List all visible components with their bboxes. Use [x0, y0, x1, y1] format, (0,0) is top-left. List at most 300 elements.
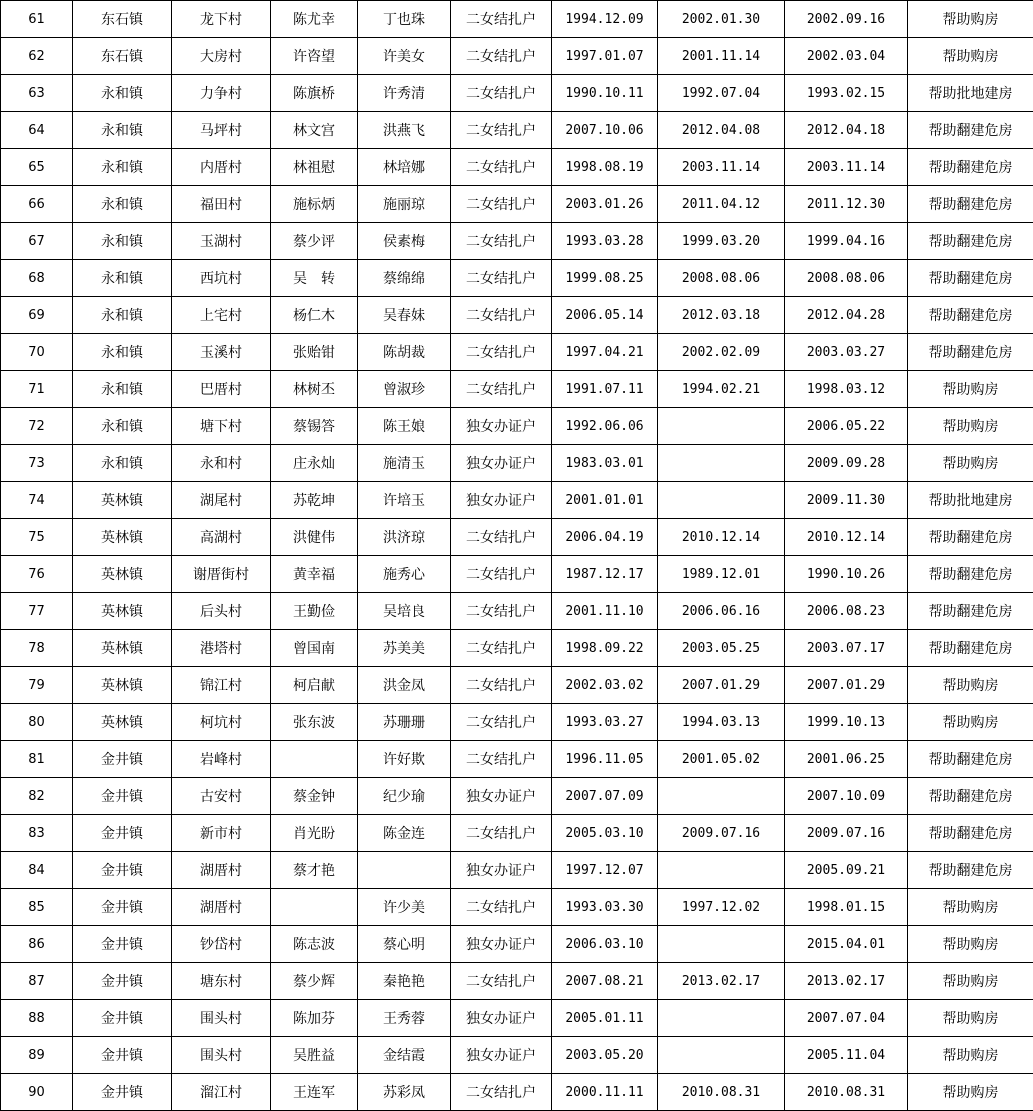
record-date-cell: 2012.04.18	[785, 112, 908, 149]
table-row	[1, 223, 1033, 260]
village-cell: 内厝村	[172, 149, 271, 186]
household-type-cell: 二女结扎户	[451, 1, 552, 38]
household-type-cell: 独女办证户	[451, 1037, 552, 1074]
town-cell: 永和镇	[73, 186, 172, 223]
assistance-type-cell: 帮助翻建危房	[908, 223, 1033, 260]
record-date-cell: 1998.01.15	[785, 889, 908, 926]
husband-name-cell: 王连军	[271, 1074, 358, 1111]
wife-name-cell: 丁也珠	[358, 1, 451, 38]
husband-name-cell: 蔡锡答	[271, 408, 358, 445]
record-date-cell: 2011.12.30	[785, 186, 908, 223]
town-cell: 永和镇	[73, 75, 172, 112]
town-cell: 英林镇	[73, 704, 172, 741]
husband-name-cell: 肖光盼	[271, 815, 358, 852]
birth-date-cell: 1991.07.11	[552, 371, 658, 408]
village-cell: 岩峰村	[172, 741, 271, 778]
town-cell: 英林镇	[73, 667, 172, 704]
wife-name-cell: 洪济琼	[358, 519, 451, 556]
record-date-cell: 2002.09.16	[785, 1, 908, 38]
town-cell: 永和镇	[73, 149, 172, 186]
procedure-date-cell	[658, 445, 785, 482]
village-cell: 围头村	[172, 1037, 271, 1074]
procedure-date-cell	[658, 408, 785, 445]
husband-name-cell: 蔡少评	[271, 223, 358, 260]
table-row	[1, 963, 1033, 1000]
table-row	[1, 334, 1033, 371]
birth-date-cell: 1999.08.25	[552, 260, 658, 297]
town-cell: 英林镇	[73, 482, 172, 519]
row-number-cell: 73	[1, 445, 73, 482]
town-cell: 永和镇	[73, 223, 172, 260]
row-number-cell: 70	[1, 334, 73, 371]
birth-date-cell: 1993.03.30	[552, 889, 658, 926]
wife-name-cell: 许少美	[358, 889, 451, 926]
procedure-date-cell: 2010.08.31	[658, 1074, 785, 1111]
household-type-cell: 独女办证户	[451, 445, 552, 482]
procedure-date-cell	[658, 482, 785, 519]
town-cell: 英林镇	[73, 519, 172, 556]
husband-name-cell	[271, 741, 358, 778]
procedure-date-cell: 2010.12.14	[658, 519, 785, 556]
record-date-cell: 1998.03.12	[785, 371, 908, 408]
table-body	[1, 1, 1033, 1111]
table-row	[1, 260, 1033, 297]
wife-name-cell: 苏美美	[358, 630, 451, 667]
row-number-cell: 66	[1, 186, 73, 223]
assistance-type-cell: 帮助购房	[908, 1037, 1033, 1074]
row-number-cell: 86	[1, 926, 73, 963]
household-type-cell: 二女结扎户	[451, 260, 552, 297]
table-row	[1, 186, 1033, 223]
town-cell: 东石镇	[73, 1, 172, 38]
husband-name-cell: 蔡少辉	[271, 963, 358, 1000]
birth-date-cell: 2006.04.19	[552, 519, 658, 556]
village-cell: 谢厝街村	[172, 556, 271, 593]
wife-name-cell: 侯素梅	[358, 223, 451, 260]
town-cell: 东石镇	[73, 38, 172, 75]
table-row	[1, 630, 1033, 667]
birth-date-cell: 1993.03.27	[552, 704, 658, 741]
birth-date-cell: 2003.01.26	[552, 186, 658, 223]
assistance-type-cell: 帮助购房	[908, 445, 1033, 482]
husband-name-cell: 曾国南	[271, 630, 358, 667]
row-number-cell: 63	[1, 75, 73, 112]
husband-name-cell: 蔡才艳	[271, 852, 358, 889]
table-row	[1, 112, 1033, 149]
village-cell: 港塔村	[172, 630, 271, 667]
table-row	[1, 38, 1033, 75]
record-date-cell: 1999.10.13	[785, 704, 908, 741]
table-row	[1, 445, 1033, 482]
village-cell: 湖尾村	[172, 482, 271, 519]
birth-date-cell: 2005.01.11	[552, 1000, 658, 1037]
village-cell: 柯坑村	[172, 704, 271, 741]
birth-date-cell: 1998.09.22	[552, 630, 658, 667]
husband-name-cell: 黄幸福	[271, 556, 358, 593]
village-cell: 钞岱村	[172, 926, 271, 963]
procedure-date-cell	[658, 778, 785, 815]
record-date-cell: 2015.04.01	[785, 926, 908, 963]
procedure-date-cell: 2002.01.30	[658, 1, 785, 38]
row-number-cell: 82	[1, 778, 73, 815]
table-row	[1, 778, 1033, 815]
row-number-cell: 85	[1, 889, 73, 926]
village-cell: 围头村	[172, 1000, 271, 1037]
birth-date-cell: 2007.08.21	[552, 963, 658, 1000]
husband-name-cell: 林文宫	[271, 112, 358, 149]
wife-name-cell: 陈金连	[358, 815, 451, 852]
table-row	[1, 1, 1033, 38]
wife-name-cell: 林培娜	[358, 149, 451, 186]
town-cell: 金井镇	[73, 852, 172, 889]
record-date-cell: 2009.11.30	[785, 482, 908, 519]
household-type-cell: 二女结扎户	[451, 963, 552, 1000]
wife-name-cell: 许好欺	[358, 741, 451, 778]
row-number-cell: 77	[1, 593, 73, 630]
row-number-cell: 76	[1, 556, 73, 593]
record-date-cell: 1993.02.15	[785, 75, 908, 112]
husband-name-cell: 柯启献	[271, 667, 358, 704]
wife-name-cell: 施丽琼	[358, 186, 451, 223]
table-row	[1, 482, 1033, 519]
household-type-cell: 二女结扎户	[451, 334, 552, 371]
husband-name-cell: 张贻钳	[271, 334, 358, 371]
household-type-cell: 独女办证户	[451, 926, 552, 963]
record-date-cell: 2007.10.09	[785, 778, 908, 815]
village-cell: 后头村	[172, 593, 271, 630]
village-cell: 湖厝村	[172, 889, 271, 926]
record-date-cell: 2008.08.06	[785, 260, 908, 297]
record-date-cell: 2007.01.29	[785, 667, 908, 704]
household-type-cell: 独女办证户	[451, 408, 552, 445]
husband-name-cell: 苏乾坤	[271, 482, 358, 519]
record-date-cell: 2012.04.28	[785, 297, 908, 334]
assistance-type-cell: 帮助批地建房	[908, 75, 1033, 112]
assistance-type-cell: 帮助翻建危房	[908, 186, 1033, 223]
table-row	[1, 75, 1033, 112]
wife-name-cell: 洪燕飞	[358, 112, 451, 149]
wife-name-cell: 曾淑珍	[358, 371, 451, 408]
row-number-cell: 61	[1, 1, 73, 38]
birth-date-cell: 1997.12.07	[552, 852, 658, 889]
village-cell: 大房村	[172, 38, 271, 75]
table-row	[1, 1037, 1033, 1074]
husband-name-cell: 吴胜益	[271, 1037, 358, 1074]
procedure-date-cell: 2012.03.18	[658, 297, 785, 334]
husband-name-cell: 洪健伟	[271, 519, 358, 556]
birth-date-cell: 2000.11.11	[552, 1074, 658, 1111]
procedure-date-cell: 1999.03.20	[658, 223, 785, 260]
record-date-cell: 2010.12.14	[785, 519, 908, 556]
row-number-cell: 74	[1, 482, 73, 519]
table-row	[1, 741, 1033, 778]
procedure-date-cell: 2006.06.16	[658, 593, 785, 630]
procedure-date-cell: 1994.02.21	[658, 371, 785, 408]
household-type-cell: 二女结扎户	[451, 630, 552, 667]
row-number-cell: 65	[1, 149, 73, 186]
husband-name-cell: 施标炳	[271, 186, 358, 223]
table-row	[1, 371, 1033, 408]
birth-date-cell: 1996.11.05	[552, 741, 658, 778]
household-type-cell: 二女结扎户	[451, 112, 552, 149]
husband-name-cell: 王勤俭	[271, 593, 358, 630]
assistance-type-cell: 帮助翻建危房	[908, 556, 1033, 593]
household-type-cell: 二女结扎户	[451, 889, 552, 926]
record-date-cell: 1990.10.26	[785, 556, 908, 593]
household-type-cell: 二女结扎户	[451, 1074, 552, 1111]
birth-date-cell: 2006.05.14	[552, 297, 658, 334]
husband-name-cell: 许咨望	[271, 38, 358, 75]
procedure-date-cell: 2001.11.14	[658, 38, 785, 75]
village-cell: 塘下村	[172, 408, 271, 445]
wife-name-cell: 苏珊珊	[358, 704, 451, 741]
wife-name-cell: 陈胡裁	[358, 334, 451, 371]
record-date-cell: 2003.07.17	[785, 630, 908, 667]
procedure-date-cell: 2009.07.16	[658, 815, 785, 852]
row-number-cell: 68	[1, 260, 73, 297]
assistance-type-cell: 帮助购房	[908, 371, 1033, 408]
assistance-type-cell: 帮助购房	[908, 38, 1033, 75]
town-cell: 永和镇	[73, 371, 172, 408]
record-date-cell: 2010.08.31	[785, 1074, 908, 1111]
procedure-date-cell: 2003.05.25	[658, 630, 785, 667]
wife-name-cell: 蔡心明	[358, 926, 451, 963]
assistance-type-cell: 帮助购房	[908, 1000, 1033, 1037]
procedure-date-cell	[658, 1000, 785, 1037]
row-number-cell: 72	[1, 408, 73, 445]
procedure-date-cell: 1997.12.02	[658, 889, 785, 926]
village-cell: 锦江村	[172, 667, 271, 704]
husband-name-cell: 吴 转	[271, 260, 358, 297]
household-type-cell: 二女结扎户	[451, 75, 552, 112]
assistance-type-cell: 帮助翻建危房	[908, 630, 1033, 667]
birth-date-cell: 2007.07.09	[552, 778, 658, 815]
assistance-type-cell: 帮助翻建危房	[908, 852, 1033, 889]
wife-name-cell: 吴春妹	[358, 297, 451, 334]
husband-name-cell: 张东波	[271, 704, 358, 741]
procedure-date-cell: 1989.12.01	[658, 556, 785, 593]
birth-date-cell: 2001.01.01	[552, 482, 658, 519]
assistance-type-cell: 帮助购房	[908, 926, 1033, 963]
village-cell: 福田村	[172, 186, 271, 223]
town-cell: 永和镇	[73, 334, 172, 371]
row-number-cell: 79	[1, 667, 73, 704]
row-number-cell: 88	[1, 1000, 73, 1037]
household-type-cell: 独女办证户	[451, 482, 552, 519]
household-type-cell: 二女结扎户	[451, 297, 552, 334]
village-cell: 玉溪村	[172, 334, 271, 371]
household-type-cell: 二女结扎户	[451, 667, 552, 704]
village-cell: 马坪村	[172, 112, 271, 149]
town-cell: 永和镇	[73, 408, 172, 445]
wife-name-cell: 蔡绵绵	[358, 260, 451, 297]
assistance-type-cell: 帮助翻建危房	[908, 149, 1033, 186]
village-cell: 玉湖村	[172, 223, 271, 260]
table-row	[1, 815, 1033, 852]
record-date-cell: 2005.09.21	[785, 852, 908, 889]
table-row	[1, 149, 1033, 186]
procedure-date-cell: 2008.08.06	[658, 260, 785, 297]
birth-date-cell: 1997.01.07	[552, 38, 658, 75]
table-row	[1, 408, 1033, 445]
village-cell: 西坑村	[172, 260, 271, 297]
procedure-date-cell: 2007.01.29	[658, 667, 785, 704]
wife-name-cell	[358, 852, 451, 889]
husband-name-cell: 陈加芬	[271, 1000, 358, 1037]
table-row	[1, 1000, 1033, 1037]
table-row	[1, 1074, 1033, 1111]
assistance-type-cell: 帮助购房	[908, 704, 1033, 741]
birth-date-cell: 2005.03.10	[552, 815, 658, 852]
table-row	[1, 667, 1033, 704]
row-number-cell: 89	[1, 1037, 73, 1074]
wife-name-cell: 纪少瑜	[358, 778, 451, 815]
town-cell: 金井镇	[73, 926, 172, 963]
assistance-type-cell: 帮助翻建危房	[908, 297, 1033, 334]
town-cell: 金井镇	[73, 1037, 172, 1074]
town-cell: 金井镇	[73, 1000, 172, 1037]
husband-name-cell: 杨仁木	[271, 297, 358, 334]
row-number-cell: 80	[1, 704, 73, 741]
assistance-type-cell: 帮助购房	[908, 408, 1033, 445]
household-type-cell: 二女结扎户	[451, 741, 552, 778]
husband-name-cell: 林树丕	[271, 371, 358, 408]
town-cell: 永和镇	[73, 297, 172, 334]
birth-date-cell: 1987.12.17	[552, 556, 658, 593]
town-cell: 永和镇	[73, 260, 172, 297]
wife-name-cell: 秦艳艳	[358, 963, 451, 1000]
household-type-cell: 二女结扎户	[451, 593, 552, 630]
wife-name-cell: 许美女	[358, 38, 451, 75]
wife-name-cell: 许培玉	[358, 482, 451, 519]
assistance-type-cell: 帮助翻建危房	[908, 778, 1033, 815]
birth-date-cell: 1992.06.06	[552, 408, 658, 445]
birth-date-cell: 2001.11.10	[552, 593, 658, 630]
wife-name-cell: 许秀清	[358, 75, 451, 112]
row-number-cell: 64	[1, 112, 73, 149]
procedure-date-cell: 2012.04.08	[658, 112, 785, 149]
wife-name-cell: 陈王娘	[358, 408, 451, 445]
row-number-cell: 75	[1, 519, 73, 556]
row-number-cell: 71	[1, 371, 73, 408]
record-date-cell: 2007.07.04	[785, 1000, 908, 1037]
village-cell: 古安村	[172, 778, 271, 815]
town-cell: 金井镇	[73, 778, 172, 815]
household-type-cell: 二女结扎户	[451, 704, 552, 741]
record-date-cell: 2002.03.04	[785, 38, 908, 75]
record-date-cell: 2005.11.04	[785, 1037, 908, 1074]
town-cell: 永和镇	[73, 445, 172, 482]
assistance-type-cell: 帮助购房	[908, 1074, 1033, 1111]
record-date-cell: 2006.05.22	[785, 408, 908, 445]
birth-date-cell: 1998.08.19	[552, 149, 658, 186]
record-date-cell: 2006.08.23	[785, 593, 908, 630]
town-cell: 英林镇	[73, 593, 172, 630]
procedure-date-cell: 2002.02.09	[658, 334, 785, 371]
town-cell: 英林镇	[73, 630, 172, 667]
household-type-cell: 二女结扎户	[451, 223, 552, 260]
wife-name-cell: 吴培良	[358, 593, 451, 630]
assistance-type-cell: 帮助购房	[908, 889, 1033, 926]
table-row	[1, 519, 1033, 556]
village-cell: 湖厝村	[172, 852, 271, 889]
husband-name-cell	[271, 889, 358, 926]
row-number-cell: 90	[1, 1074, 73, 1111]
village-cell: 塘东村	[172, 963, 271, 1000]
household-type-cell: 二女结扎户	[451, 38, 552, 75]
birth-date-cell: 2002.03.02	[552, 667, 658, 704]
household-type-cell: 二女结扎户	[451, 519, 552, 556]
birth-date-cell: 1990.10.11	[552, 75, 658, 112]
town-cell: 英林镇	[73, 556, 172, 593]
procedure-date-cell: 2003.11.14	[658, 149, 785, 186]
record-date-cell: 2009.07.16	[785, 815, 908, 852]
row-number-cell: 69	[1, 297, 73, 334]
assistance-type-cell: 帮助购房	[908, 667, 1033, 704]
wife-name-cell: 苏彩凤	[358, 1074, 451, 1111]
husband-name-cell: 林祖慰	[271, 149, 358, 186]
procedure-date-cell: 1994.03.13	[658, 704, 785, 741]
birth-date-cell: 1994.12.09	[552, 1, 658, 38]
household-type-cell: 二女结扎户	[451, 149, 552, 186]
table-row	[1, 889, 1033, 926]
assistance-type-cell: 帮助翻建危房	[908, 334, 1033, 371]
town-cell: 金井镇	[73, 741, 172, 778]
wife-name-cell: 金结霞	[358, 1037, 451, 1074]
village-cell: 上宅村	[172, 297, 271, 334]
household-type-cell: 独女办证户	[451, 778, 552, 815]
household-type-cell: 二女结扎户	[451, 556, 552, 593]
assistance-type-cell: 帮助购房	[908, 963, 1033, 1000]
village-cell: 永和村	[172, 445, 271, 482]
birth-date-cell: 2003.05.20	[552, 1037, 658, 1074]
wife-name-cell: 洪金凤	[358, 667, 451, 704]
row-number-cell: 67	[1, 223, 73, 260]
wife-name-cell: 王秀蓉	[358, 1000, 451, 1037]
table-row	[1, 297, 1033, 334]
record-date-cell: 2003.03.27	[785, 334, 908, 371]
town-cell: 金井镇	[73, 815, 172, 852]
assistance-type-cell: 帮助购房	[908, 1, 1033, 38]
row-number-cell: 78	[1, 630, 73, 667]
record-date-cell: 2009.09.28	[785, 445, 908, 482]
procedure-date-cell	[658, 926, 785, 963]
town-cell: 金井镇	[73, 1074, 172, 1111]
procedure-date-cell	[658, 852, 785, 889]
assistance-type-cell: 帮助翻建危房	[908, 112, 1033, 149]
record-date-cell: 2003.11.14	[785, 149, 908, 186]
assistance-type-cell: 帮助翻建危房	[908, 741, 1033, 778]
household-type-cell: 独女办证户	[451, 1000, 552, 1037]
table-row	[1, 556, 1033, 593]
row-number-cell: 81	[1, 741, 73, 778]
row-number-cell: 87	[1, 963, 73, 1000]
village-cell: 龙下村	[172, 1, 271, 38]
assistance-type-cell: 帮助翻建危房	[908, 260, 1033, 297]
table-row	[1, 593, 1033, 630]
town-cell: 金井镇	[73, 963, 172, 1000]
table-row	[1, 704, 1033, 741]
village-cell: 力争村	[172, 75, 271, 112]
village-cell: 溜江村	[172, 1074, 271, 1111]
household-type-cell: 二女结扎户	[451, 186, 552, 223]
table-row	[1, 926, 1033, 963]
procedure-date-cell: 2001.05.02	[658, 741, 785, 778]
assistance-type-cell: 帮助批地建房	[908, 482, 1033, 519]
village-cell: 巴厝村	[172, 371, 271, 408]
row-number-cell: 83	[1, 815, 73, 852]
household-type-cell: 独女办证户	[451, 852, 552, 889]
